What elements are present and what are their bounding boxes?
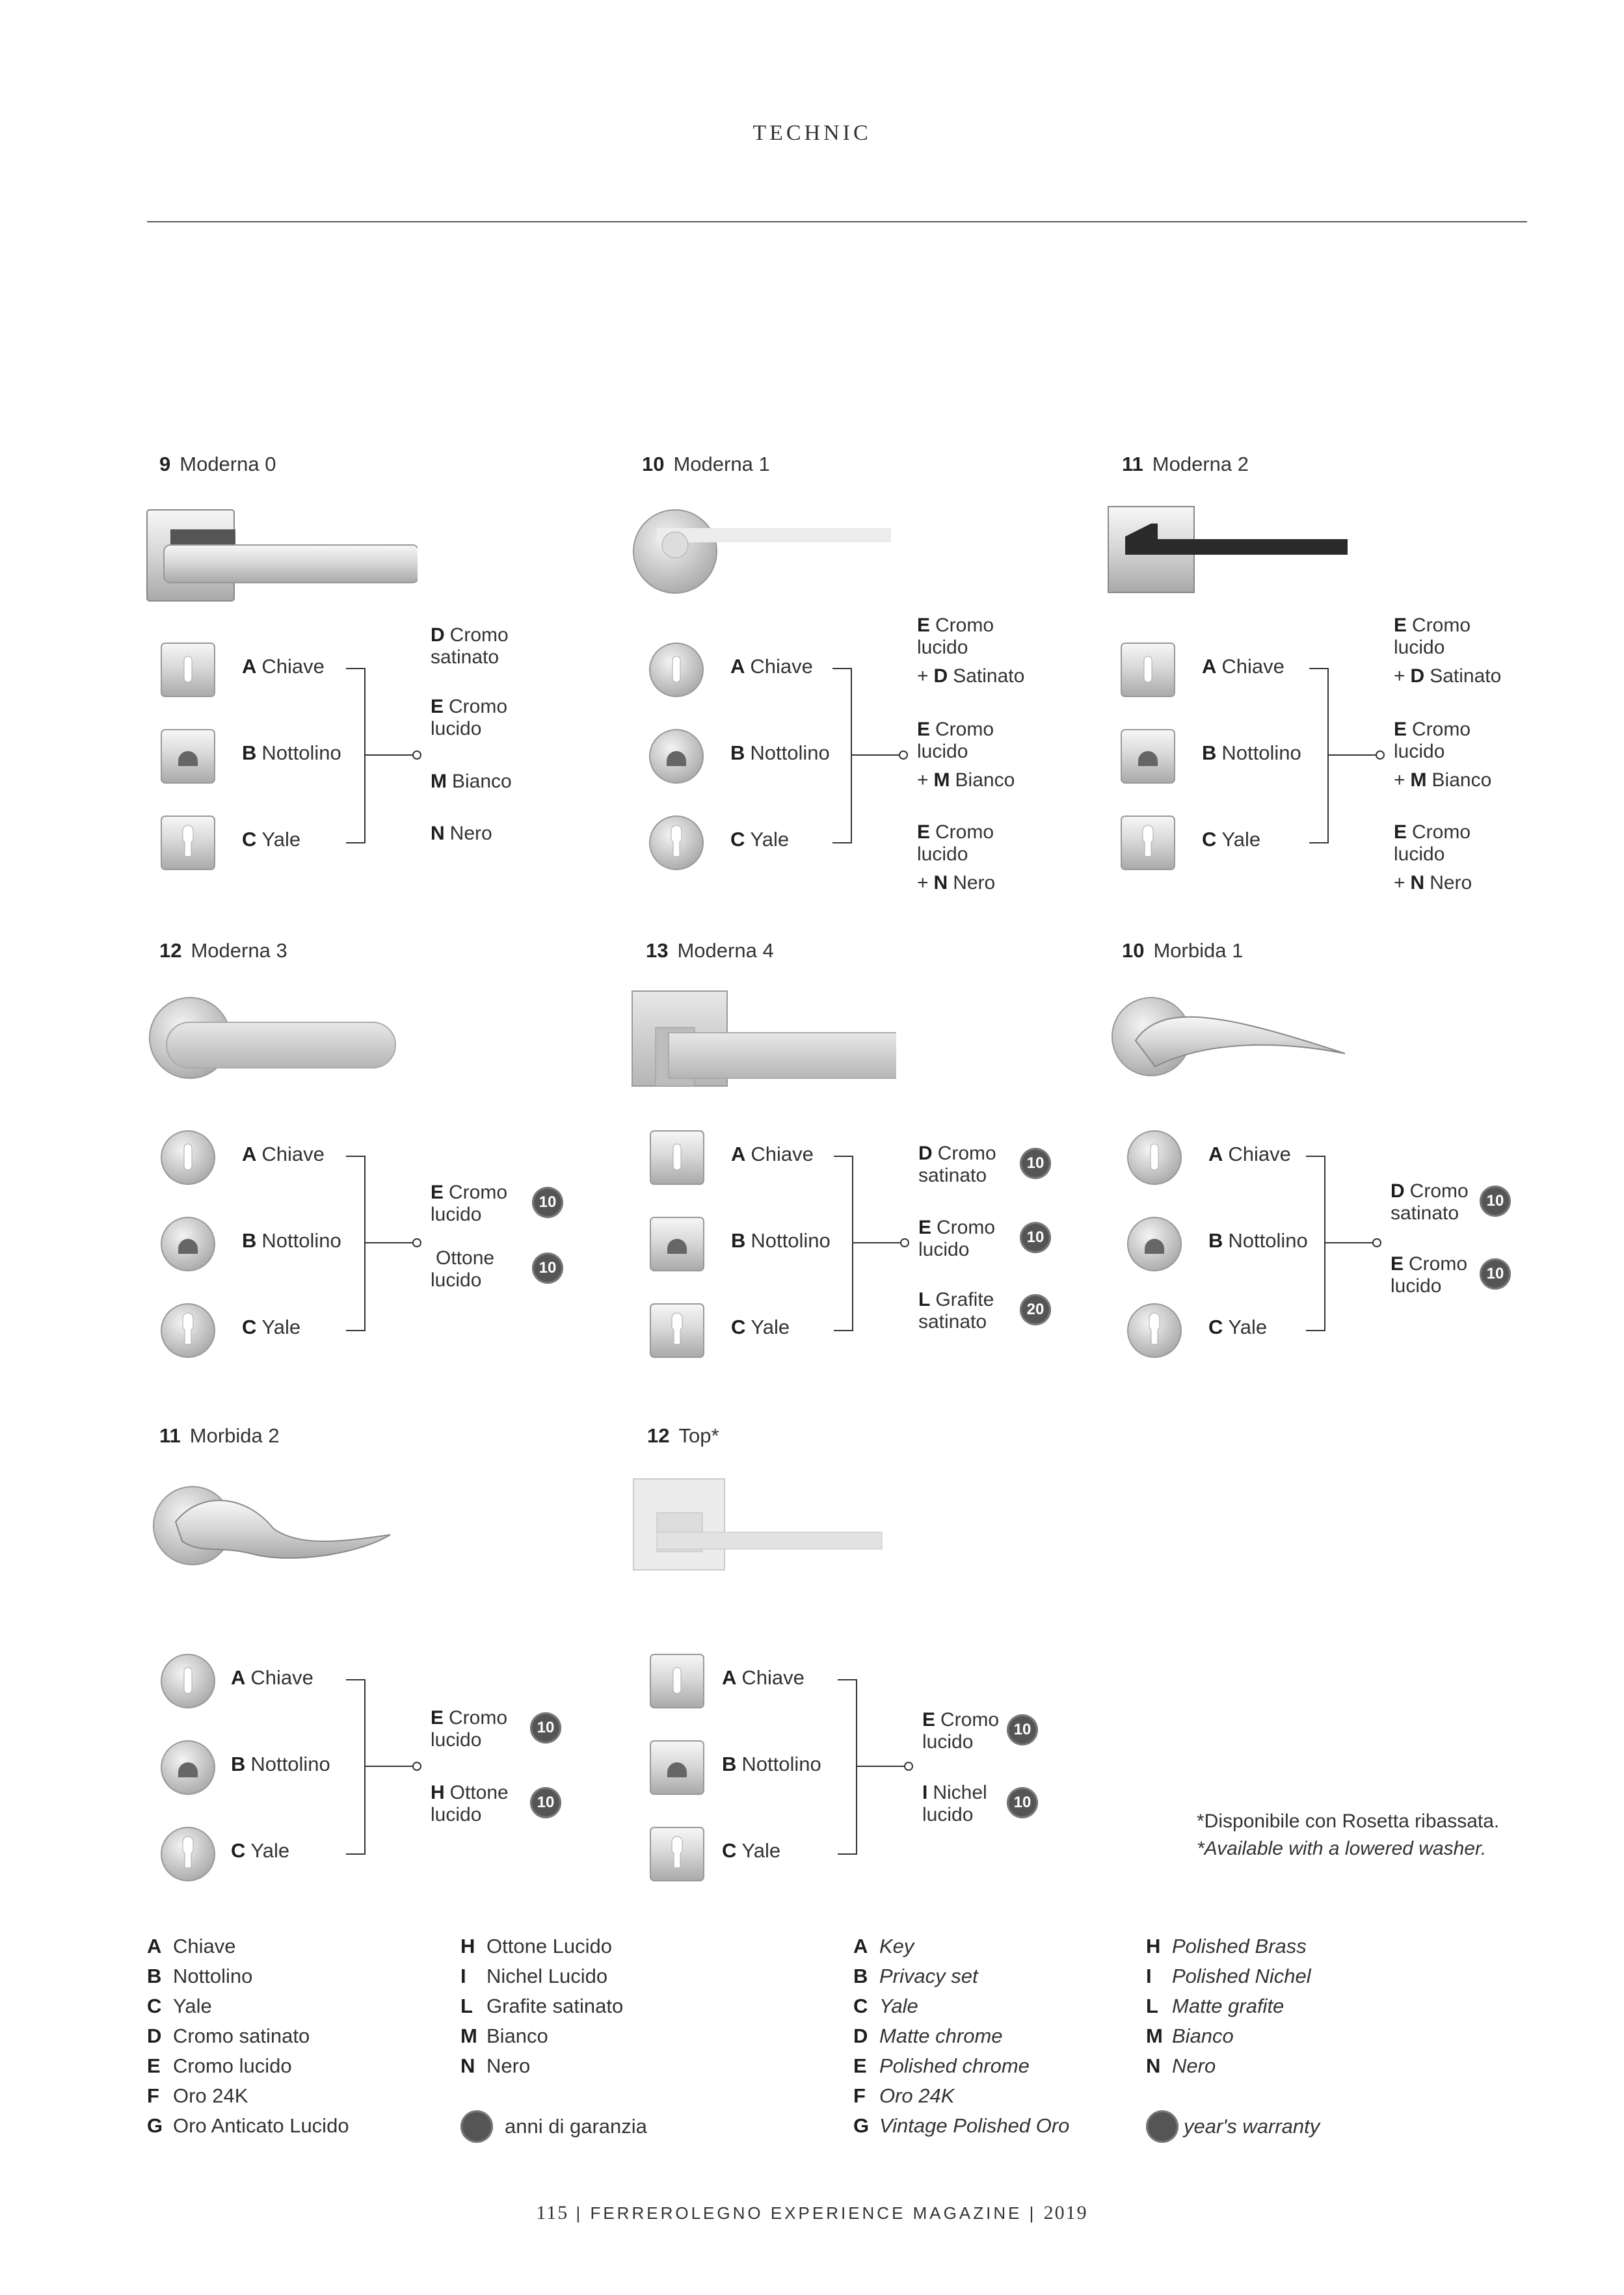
variant-yale-icon xyxy=(159,814,217,872)
finish-label: Ottone lucido xyxy=(431,1247,495,1291)
legend-item: A Key xyxy=(853,1935,914,1957)
legend-item: E Polished chrome xyxy=(853,2054,1030,2077)
variant-label: A Chiave xyxy=(730,655,813,678)
legend-item: H Ottone Lucido xyxy=(460,1935,613,1957)
product-title-morbida-1: 10 Morbida 1 xyxy=(1122,939,1244,962)
variant-yale-icon xyxy=(1119,814,1177,872)
bracket xyxy=(834,1156,853,1331)
variant-key-icon xyxy=(159,641,217,699)
warranty-badge-icon xyxy=(1146,2110,1178,2143)
variant-key-icon xyxy=(159,1652,217,1710)
variant-privacy-icon xyxy=(159,1738,217,1797)
warranty-badge-icon: 10 xyxy=(530,1712,561,1744)
bracket-connector xyxy=(364,754,416,756)
product-title-moderna-0: 9 Moderna 0 xyxy=(159,453,276,475)
warranty-badge-icon: 10 xyxy=(532,1187,563,1218)
finish-label: D Cromo satinato xyxy=(918,1143,996,1186)
handle-image-moderna-3 xyxy=(147,995,401,1093)
bracket-node xyxy=(1372,1238,1381,1247)
variant-label: A Chiave xyxy=(731,1143,814,1165)
finish-label: E Cromo lucido + M Bianco xyxy=(1394,719,1492,791)
variant-yale-icon xyxy=(648,1825,706,1883)
legend-item: F Oro 24K xyxy=(853,2084,955,2107)
variant-label: A Chiave xyxy=(242,1143,325,1165)
finish-label: E Cromo lucido + D Satinato xyxy=(917,615,1025,687)
variant-yale-icon xyxy=(647,814,706,872)
bracket-connector xyxy=(851,754,903,756)
legend-item: D Matte chrome xyxy=(853,2024,1003,2047)
variant-privacy-icon xyxy=(648,1215,706,1273)
bracket xyxy=(346,1156,366,1331)
variant-label: B Nottolino xyxy=(242,1229,341,1252)
variant-label: C Yale xyxy=(242,828,301,851)
warranty-badge-icon: 10 xyxy=(530,1787,561,1818)
variant-key-icon xyxy=(648,1128,706,1187)
bracket-connector xyxy=(1324,1242,1376,1243)
legend-en-col1 xyxy=(853,1935,1069,2144)
finish-label: E Cromo lucido + N Nero xyxy=(917,821,996,894)
legend-item: I Polished Nichel xyxy=(1146,1965,1311,1987)
legend-item: G Vintage Polished Oro xyxy=(853,2114,1070,2137)
variant-label: B Nottolino xyxy=(242,741,341,764)
legend-item: M Bianco xyxy=(460,2024,548,2047)
legend-item: A Chiave xyxy=(147,1935,236,1957)
legend-item: M Bianco xyxy=(1146,2024,1234,2047)
warranty-badge-icon: 10 xyxy=(1480,1186,1511,1217)
variant-key-icon xyxy=(648,1652,706,1710)
page-header-title: TECHNIC xyxy=(752,121,872,145)
variant-label: A Chiave xyxy=(242,655,325,678)
finish-label: E Cromo lucido xyxy=(431,1182,508,1225)
footer-year: 2019 xyxy=(1043,2202,1088,2223)
variant-key-icon xyxy=(1125,1128,1184,1187)
finish-label: D Cromo satinato xyxy=(1391,1180,1469,1224)
finish-label: N Nero xyxy=(431,823,492,844)
legend-it-col1 xyxy=(147,1935,349,2144)
handle-image-morbida-2 xyxy=(150,1483,397,1580)
product-title-moderna-3: 12 Moderna 3 xyxy=(159,939,287,962)
bracket-node xyxy=(412,1238,421,1247)
variant-label: B Nottolino xyxy=(722,1753,821,1775)
bracket-node xyxy=(412,750,421,760)
legend-en-col2 xyxy=(1146,1935,1311,2084)
variant-label: C Yale xyxy=(731,1316,790,1338)
bracket-connector xyxy=(852,1242,904,1243)
variant-label: A Chiave xyxy=(1208,1143,1291,1165)
bracket-node xyxy=(1376,750,1385,760)
bracket-node xyxy=(412,1762,421,1771)
variant-label: B Nottolino xyxy=(730,741,830,764)
variant-label: C Yale xyxy=(722,1839,781,1862)
legend-warranty-it xyxy=(460,2110,647,2143)
legend-item: B Nottolino xyxy=(147,1965,253,1987)
variant-label: C Yale xyxy=(1202,828,1261,851)
handle-image-moderna-0 xyxy=(144,507,418,611)
bracket xyxy=(346,1679,366,1855)
variant-label: A Chiave xyxy=(722,1666,805,1689)
bracket xyxy=(1309,668,1329,843)
variant-key-icon xyxy=(1119,641,1177,699)
variant-label: B Nottolino xyxy=(731,1229,831,1252)
finish-label: D Cromo satinato xyxy=(431,624,509,668)
variant-label: C Yale xyxy=(231,1839,290,1862)
warranty-label-en: year's warranty xyxy=(1184,2115,1320,2138)
product-title-moderna-2: 11 Moderna 2 xyxy=(1122,453,1249,475)
finish-label: E Cromo lucido + D Satinato xyxy=(1394,615,1502,687)
footer-sep-1: | xyxy=(576,2203,583,2223)
legend-item: I Nichel Lucido xyxy=(460,1965,608,1987)
product-title-moderna-4: 13 Moderna 4 xyxy=(646,939,774,962)
legend-warranty-en xyxy=(1146,2110,1320,2143)
finish-label: E Cromo lucido xyxy=(918,1217,996,1260)
legend-item: L Matte grafite xyxy=(1146,1995,1285,2017)
variant-privacy-icon xyxy=(159,1215,217,1273)
variant-label: B Nottolino xyxy=(1202,741,1301,764)
finish-label: M Bianco xyxy=(431,771,512,792)
bracket-connector xyxy=(1327,754,1379,756)
variant-yale-icon xyxy=(159,1301,217,1360)
legend-item: H Polished Brass xyxy=(1146,1935,1307,1957)
bracket-connector xyxy=(364,1766,416,1767)
bracket-node xyxy=(900,1238,909,1247)
variant-yale-icon xyxy=(159,1825,217,1883)
handle-image-morbida-1 xyxy=(1110,995,1350,1093)
magazine-name: FERREROLEGNO EXPERIENCE MAGAZINE xyxy=(590,2203,1022,2223)
legend-item: C Yale xyxy=(147,1995,212,2017)
bracket-connector xyxy=(364,1242,416,1243)
finish-label: L Grafite satinato xyxy=(918,1289,994,1333)
variant-label: C Yale xyxy=(1208,1316,1268,1338)
variant-label: B Nottolino xyxy=(231,1753,330,1775)
handle-image-moderna-2 xyxy=(1106,504,1353,608)
finish-label: I Nichel lucido xyxy=(922,1782,987,1825)
legend-item: G Oro Anticato Lucido xyxy=(147,2114,349,2137)
legend-item: E Cromo lucido xyxy=(147,2054,292,2077)
warranty-badge-icon: 10 xyxy=(1007,1714,1038,1745)
finish-label: E Cromo lucido xyxy=(922,1709,1000,1753)
product-title-top: 12 Top* xyxy=(647,1424,719,1447)
variant-key-icon xyxy=(159,1128,217,1187)
handle-image-moderna-1 xyxy=(631,507,891,611)
variant-yale-icon xyxy=(648,1301,706,1360)
variant-privacy-icon xyxy=(159,727,217,786)
legend-item: N Nero xyxy=(460,2054,531,2077)
product-title-morbida-2: 11 Morbida 2 xyxy=(159,1424,280,1447)
legend-item: L Grafite satinato xyxy=(460,1995,624,2017)
bracket xyxy=(832,668,852,843)
bracket xyxy=(346,668,366,843)
legend-item: B Privacy set xyxy=(853,1965,978,1987)
variant-yale-icon xyxy=(1125,1301,1184,1360)
variant-privacy-icon xyxy=(647,727,706,786)
page-footer xyxy=(0,2202,1624,2224)
variant-label: A Chiave xyxy=(231,1666,313,1689)
bracket-connector xyxy=(856,1766,908,1767)
product-title-moderna-1: 10 Moderna 1 xyxy=(642,453,770,475)
legend-item: C Yale xyxy=(853,1995,918,2017)
legend-item: N Nero xyxy=(1146,2054,1216,2077)
page-number: 115 xyxy=(536,2202,569,2223)
variant-label: B Nottolino xyxy=(1208,1229,1308,1252)
variant-key-icon xyxy=(647,641,706,699)
finish-label: E Cromo lucido + M Bianco xyxy=(917,719,1015,791)
warranty-badge-icon: 10 xyxy=(1020,1222,1051,1253)
legend-it-col2 xyxy=(460,1935,623,2084)
variant-label: C Yale xyxy=(730,828,790,851)
warranty-badge-icon: 20 xyxy=(1020,1294,1051,1325)
warranty-badge-icon: 10 xyxy=(532,1253,563,1284)
finish-label: E Cromo lucido xyxy=(1391,1253,1468,1297)
variant-label: A Chiave xyxy=(1202,655,1285,678)
handle-image-top xyxy=(631,1476,885,1580)
finish-label: E Cromo lucido xyxy=(431,696,508,739)
variant-privacy-icon xyxy=(648,1738,706,1797)
note-italian: *Disponibile con Rosetta ribassata. xyxy=(1197,1811,1500,1832)
variant-privacy-icon xyxy=(1125,1215,1184,1273)
warranty-badge-icon: 10 xyxy=(1007,1787,1038,1818)
note-english: *Available with a lowered washer. xyxy=(1197,1838,1487,1859)
warranty-label-it: anni di garanzia xyxy=(505,2115,647,2138)
warranty-badge-icon: 10 xyxy=(1020,1148,1051,1179)
variant-label: C Yale xyxy=(242,1316,301,1338)
header-rule xyxy=(147,221,1527,222)
finish-label: E Cromo lucido xyxy=(431,1707,508,1751)
warranty-badge-icon xyxy=(460,2110,493,2143)
finish-label: E Cromo lucido + N Nero xyxy=(1394,821,1472,894)
handle-image-moderna-4 xyxy=(630,988,896,1093)
bracket xyxy=(838,1679,857,1855)
bracket xyxy=(1306,1156,1325,1331)
footer-sep-2: | xyxy=(1029,2203,1037,2223)
variant-privacy-icon xyxy=(1119,727,1177,786)
legend-item: D Cromo satinato xyxy=(147,2024,310,2047)
finish-label: H Ottone lucido xyxy=(431,1782,509,1825)
bracket-node xyxy=(899,750,908,760)
warranty-badge-icon: 10 xyxy=(1480,1258,1511,1290)
bracket-node xyxy=(904,1762,913,1771)
legend-item: F Oro 24K xyxy=(147,2084,248,2107)
